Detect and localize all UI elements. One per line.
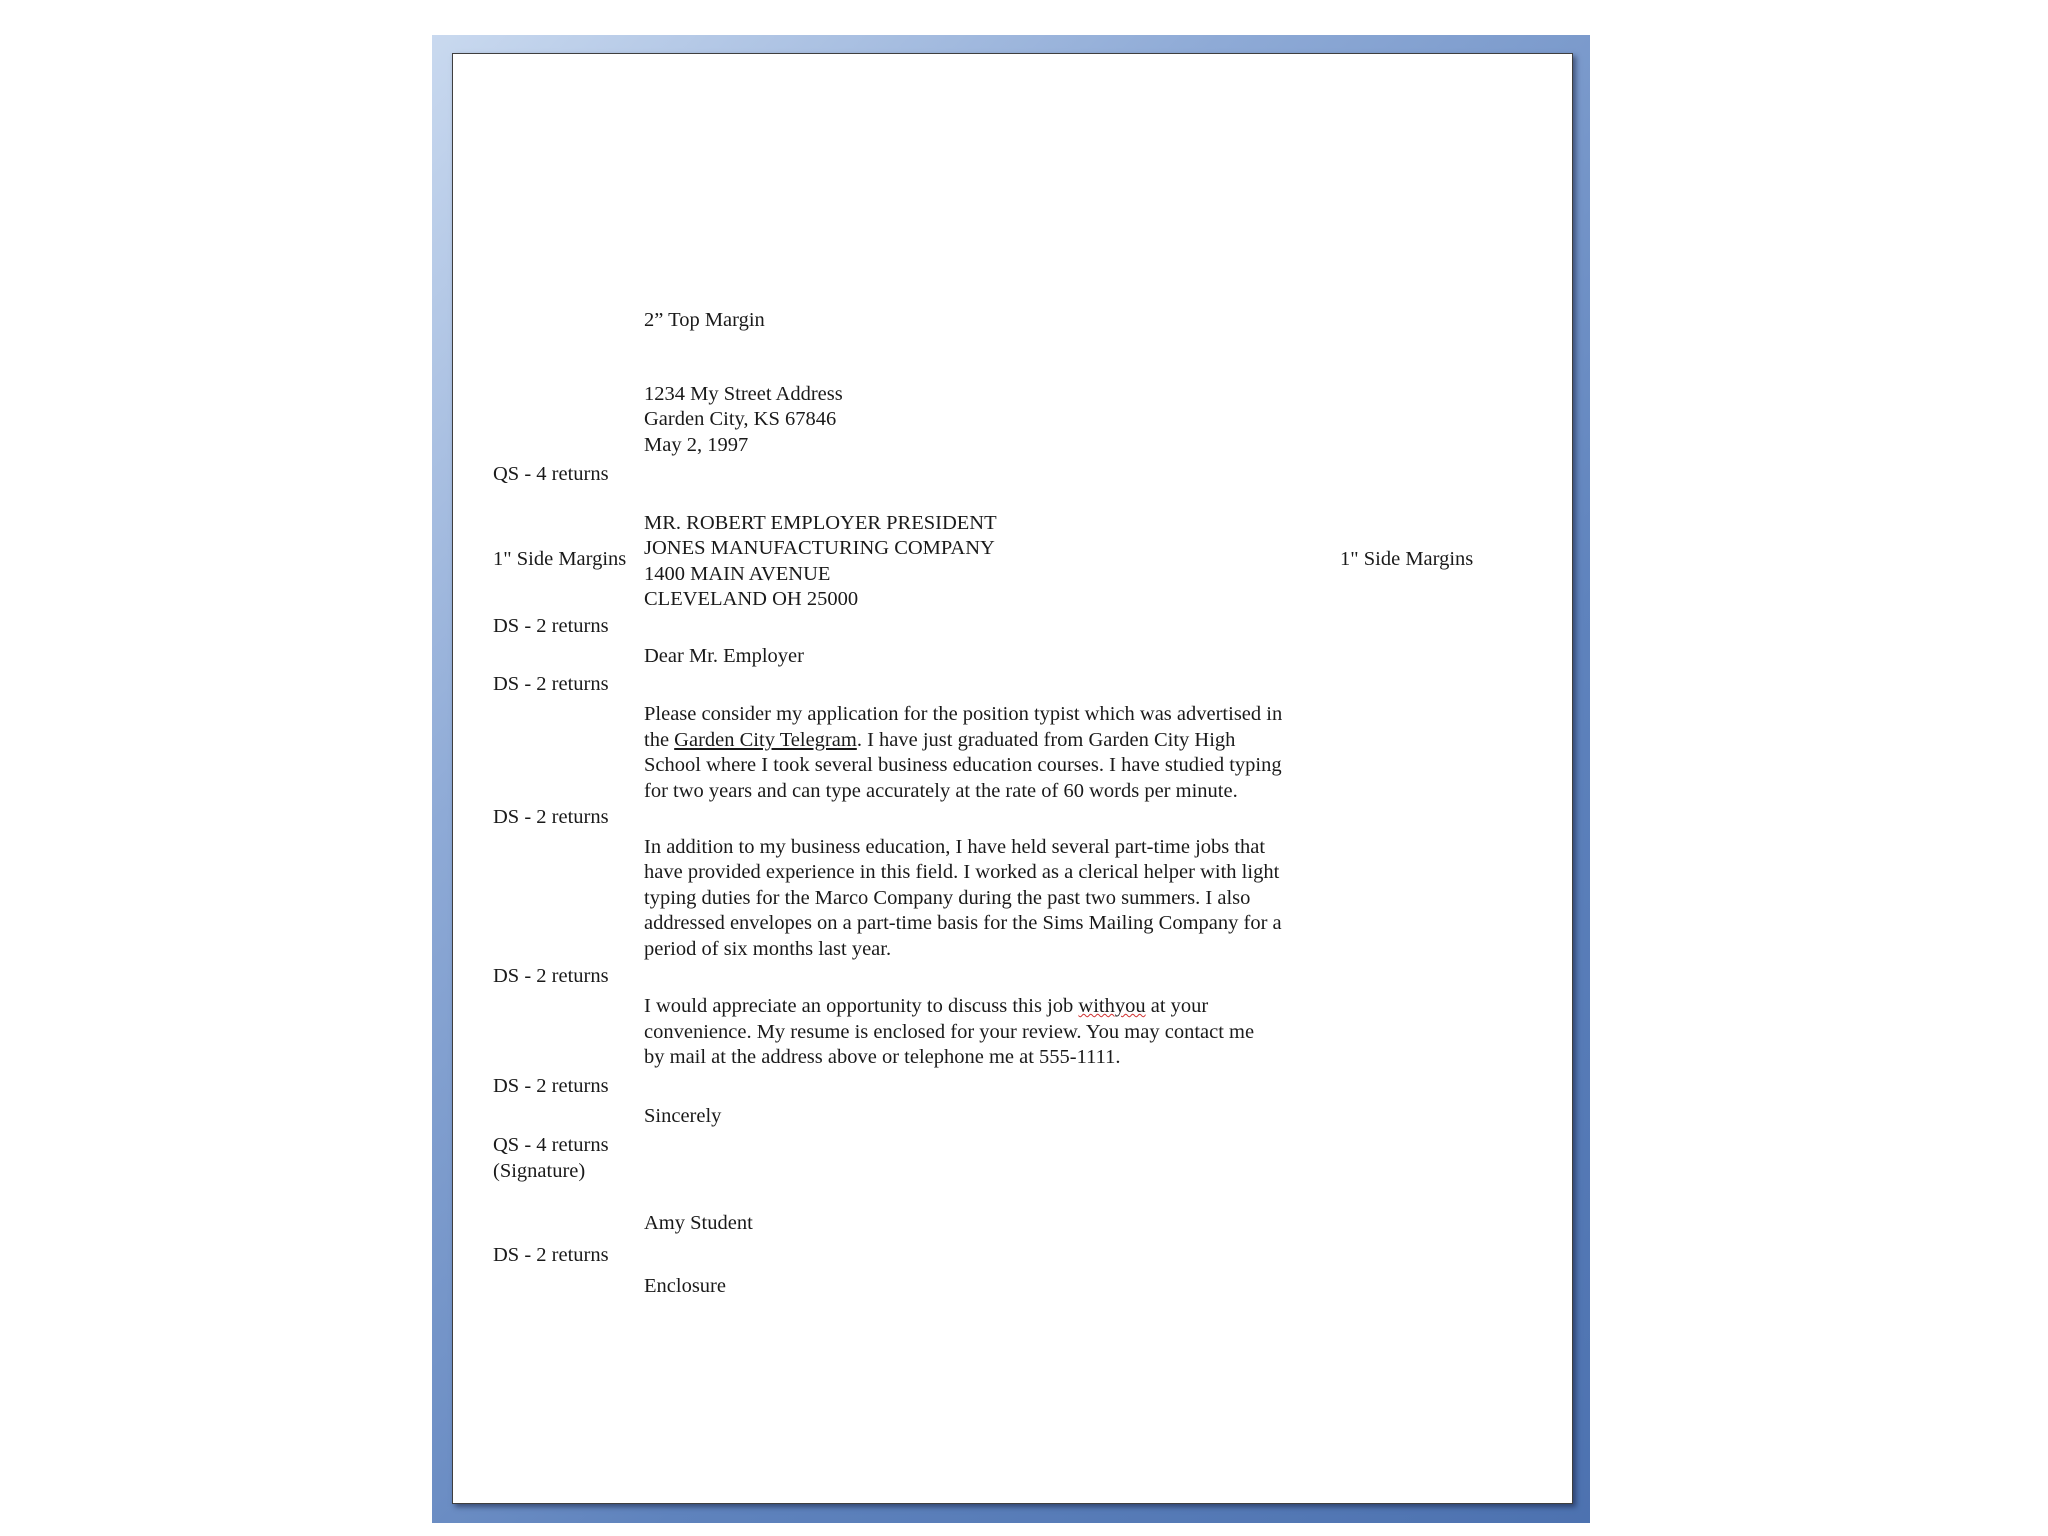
inside-address-line3: 1400 MAIN AVENUE (644, 563, 831, 585)
newspaper-title: Garden City Telegram (674, 729, 857, 751)
margin-note-ds-after-salutation: DS - 2 returns (493, 673, 609, 695)
paragraph1-line2-post: . I have just graduated from Garden City High (856, 729, 1236, 751)
paragraph2-line3: typing duties for the Marco Company during the past two summers. I also (644, 887, 1251, 909)
margin-note-qs-after-closing: QS - 4 returns (493, 1134, 609, 1156)
enclosure-notation: Enclosure (644, 1275, 726, 1297)
margin-note-ds-after-name: DS - 2 returns (493, 1244, 609, 1266)
paragraph3-line1-post: at your (1145, 995, 1209, 1017)
paragraph2-line2: have provided experience in this field. I worked as a clerical helper with light (644, 861, 1280, 883)
margin-note-side-right: 1" Side Margins (1340, 548, 1474, 570)
margin-note-ds-after-p2: DS - 2 returns (493, 965, 609, 987)
paragraph3-line1-pre: I would appreciate an opportunity to discuss this job (644, 995, 1079, 1017)
paragraph2-line4: addressed envelopes on a part-time basis for the Sims Mailing Company for a (644, 912, 1282, 934)
spellcheck-flagged-word: withyou (1078, 995, 1146, 1017)
letter-page (452, 53, 1573, 1504)
margin-note-ds-after-p1: DS - 2 returns (493, 806, 609, 828)
margin-note-signature: (Signature) (493, 1160, 586, 1182)
paragraph3-line2: convenience. My resume is enclosed for your review. You may contact me (644, 1021, 1255, 1043)
inside-address-line1: MR. ROBERT EMPLOYER PRESIDENT (644, 512, 997, 534)
paragraph1-line1: Please consider my application for the position typist which was advertised in (644, 703, 1283, 725)
complimentary-closing: Sincerely (644, 1105, 722, 1127)
salutation: Dear Mr. Employer (644, 645, 804, 667)
inside-address-line2: JONES MANUFACTURING COMPANY (644, 537, 995, 559)
signer-name: Amy Student (644, 1212, 753, 1234)
margin-note-ds-after-p3: DS - 2 returns (493, 1075, 609, 1097)
paragraph2-line5: period of six months last year. (644, 938, 892, 960)
margin-note-qs-after-date: QS - 4 returns (493, 463, 609, 485)
return-city: Garden City, KS 67846 (644, 408, 837, 430)
margin-note-ds-after-address: DS - 2 returns (493, 615, 609, 637)
paragraph1-line2 (644, 728, 1235, 754)
letter-date: May 2, 1997 (644, 434, 749, 456)
paragraph3-line3: by mail at the address above or telephone me at 555-1111. (644, 1046, 1121, 1068)
paragraph1-line4: for two years and can type accurately at the rate of 60 words per minute. (644, 780, 1238, 802)
paragraph1-line2-pre: the (644, 729, 675, 751)
paragraph2-line1: In addition to my business education, I have held several part-time jobs that (644, 836, 1266, 858)
paragraph3-line1 (644, 994, 1208, 1020)
top-margin-note: 2” Top Margin (644, 309, 765, 331)
paragraph1-line3: School where I took several business education courses. I have studied typing (644, 754, 1282, 776)
return-street: 1234 My Street Address (644, 383, 843, 405)
margin-note-side-left: 1" Side Margins (493, 548, 627, 570)
inside-address-line4: CLEVELAND OH 25000 (644, 588, 859, 610)
